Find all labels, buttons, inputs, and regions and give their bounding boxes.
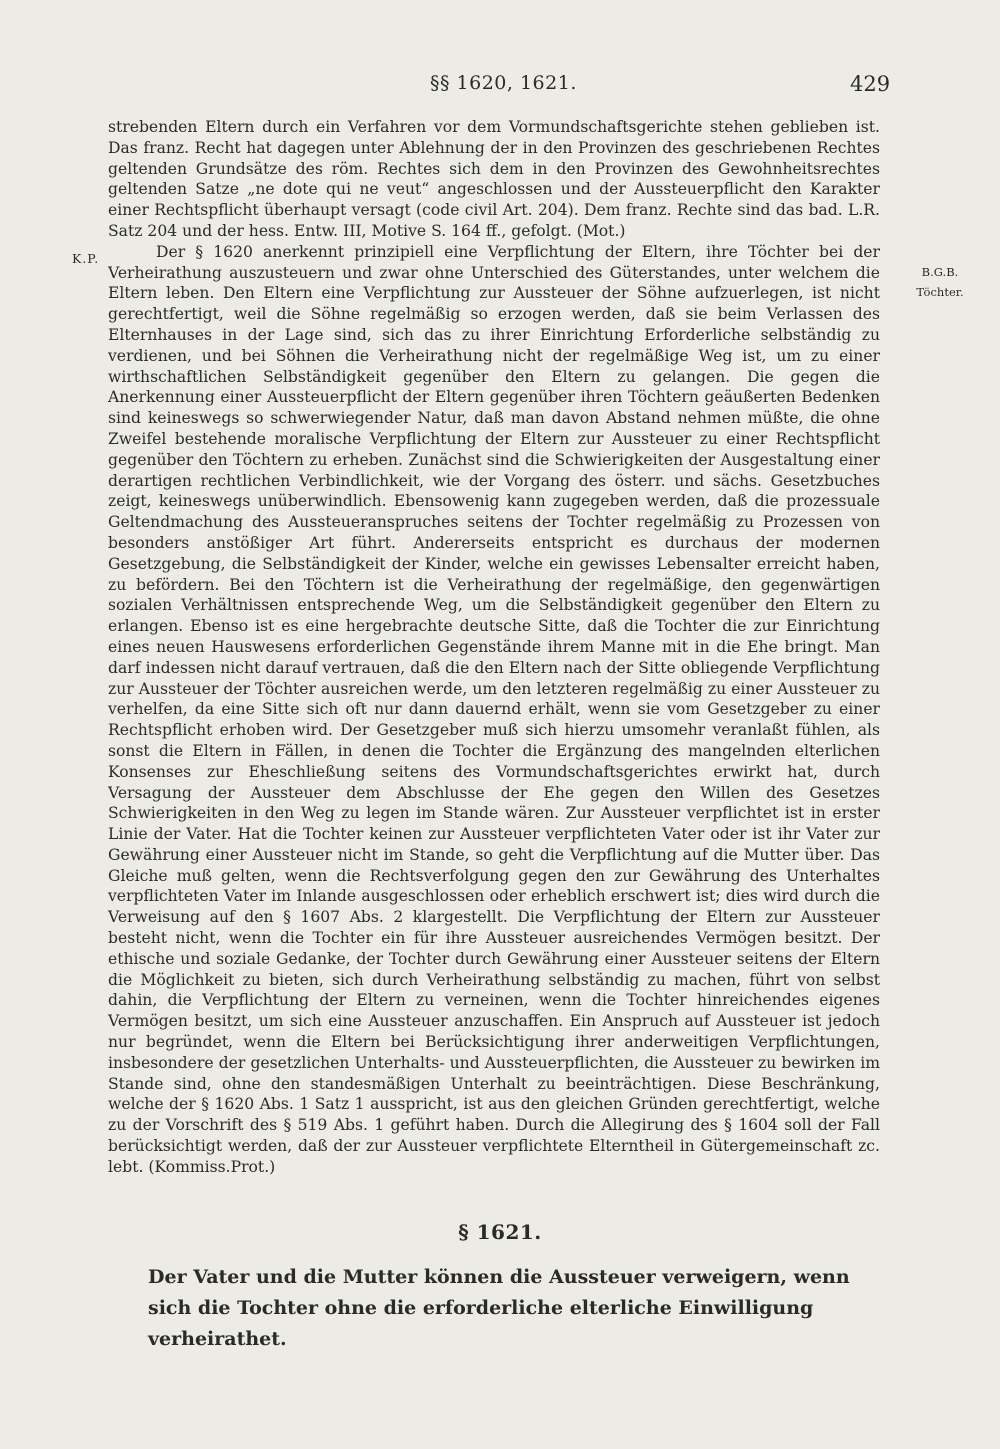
margin-note-right-line1: B.G.B. xyxy=(921,265,959,279)
page-number: 429 xyxy=(850,72,891,96)
commentary-text xyxy=(108,117,880,1178)
running-title: §§ 1620, 1621. xyxy=(430,72,577,94)
page-header xyxy=(0,72,1000,102)
statute-paragraph: Der Vater und die Mutter können die Aussteuer verweigern, wenn sich die Tochter ohne die erforderliche elterliche Einwilligung verheirathet. xyxy=(148,1266,850,1350)
paragraph-continued: strebenden Eltern durch ein Verfahren vor dem Vormundschaftsgerichte stehen geblieben ist. Das franz. Recht hat dagegen unter Ablehnung der in den Provinzen des geschriebenen Rechtes geltenden Grundsätze des röm. Rechtes sich dem in den Provinzen des Gewohnheitsrechtes geltenden Satze „ne dote qui ne veut“ angeschlossen und der Aussteuerpflicht den Karakter einer Rechtspflicht überhaupt versagt (code civil Art. 204). Dem franz. Rechte sind das bad. L.R. Satz 204 und der hess. Entw. III, Motive S. 164 ff., gefolgt. (Mot.) xyxy=(108,118,880,240)
paragraph-commentary: Der § 1620 anerkennt prinzipiell eine Verpflichtung der Eltern, ihre Töchter bei der Verheirathung auszusteuern und zwar ohne Unterschied des Güterstandes, unter welchem die Eltern leben. Den Eltern eine Verpflichtung zur Aussteuer der Söhne aufzuerlegen, ist nicht gerechtfertigt, weil die Söhne regelmäßig so erzogen werden, daß sie beim Verlassen des Elternhauses in der Lage sind, sich das zu ihrer Einrichtung Erforderliche selbständig zu verdienen, und bei Söhnen die Verheirathung nicht der regelmäßige Weg ist, um zu einer wirthschaftlichen Selbständigkeit gegenüber den Eltern zu gelangen. Die gegen die Anerkennung einer Aussteuerpflicht der Eltern gegenüber ihren Töchtern geäußerten Bedenken sind keineswegs so schwerwiegender Natur, daß man davon Abstand nehmen müßte, die ohne Zweifel bestehende moralische Verpflichtung der Eltern zur Aussteuer zu einer Rechtspflicht gegenüber den Töchtern zu erheben. Zunächst sind die Schwierigkeiten der Ausgestaltung einer derartigen rechtlichen Verbindlichkeit, wie der Vorgang des österr. und sächs. Gesetzbuches zeigt, keineswegs unüberwindlich. Ebensowenig kann zugegeben werden, daß die prozessuale Geltendmachung des Aussteueranspruches seitens der Tochter regelmäßig zu Prozessen von besonders anstößiger Art führt. Andererseits entspricht es durchaus der modernen Gesetzgebung, die Selbständigkeit der Kinder, welche ein gewisses Lebensalter erreicht haben, zu befördern. Bei den Töchtern ist die Verheirathung der regelmäßige, den gegenwärtigen sozialen Verhältnissen entsprechende Weg, um die Selbständigkeit gegenüber den Eltern zu erlangen. Ebenso ist es eine hergebrachte deutsche Sitte, daß die Tochter die zur Einrichtung eines neuen Hauswesens erforderlichen Gegenstände ihrem Manne mit in die Ehe bringt. Man darf indessen nicht darauf vertrauen, daß die den Eltern nach der Sitte obliegende Verpflichtung zur Aussteuer der Töchter ausreichen werde, um den letzteren regelmäßig zu einer Aussteuer zu verhelfen, da eine Sitte sich oft nur dann dauernd erhält, wenn sie vom Gesetzgeber zu einer Rechtspflicht erhoben wird. Der Gesetzgeber muß sich hierzu umsomehr veranlaßt fühlen, als sonst die Eltern in Fällen, in denen die Tochter die Ergänzung des mangelnden elterlichen Konsenses zur Eheschließung seitens des Vormundschaftsgerichtes erwirkt hat, durch Versagung der Aussteuer dem Abschlusse der Ehe gegen den Willen des Gesetzes Schwierigkeiten in den Weg zu legen im Stande wären. Zur Aussteuer verpflichtet ist in erster Linie der Vater. Hat die Tochter keinen zur Aussteuer verpflichteten Vater oder ist ihr Vater zur Gewährung einer Aussteuer nicht im Stande, so geht die Verpflichtung auf die Mutter über. Das Gleiche muß gelten, wenn die Rechtsverfolgung gegen den zur Gewährung des Unterhaltes verpflichteten Vater im Inlande ausgeschlossen oder erheblich erschwert ist; dies wird durch die Verweisung auf den § 1607 Abs. 2 klargestellt. Die Verpflichtung der Eltern zur Aussteuer besteht nicht, wenn die Tochter ein für ihre Aussteuer ausreichendes Vermögen besitzt. Der ethische und soziale Gedanke, der Tochter durch Gewährung einer Aussteuer seitens der Eltern die Möglichkeit zu bieten, sich durch Verheirathung selbständig zu machen, führt von selbst dahin, die Verpflichtung der Eltern zu verneinen, wenn die Tochter hinreichendes eigenes Vermögen besitzt, um sich eine Aussteuer anzuschaffen. Ein Anspruch auf Aussteuer ist jedoch nur begründet, wenn die Eltern bei Berücksichtigung ihrer anderweitigen Verpflichtungen, insbesondere der gesetzlichen Unterhalts- und Aussteuerpflichten, die Aussteuer zu bewirken im Stande sind, ohne den standesmäßigen Unterhalt zu beeinträchtigen. Diese Beschränkung, welche der § 1620 Abs. 1 Satz 1 ausspricht, ist aus den gleichen Gründen gerechtfertigt, welche zu der Vorschrift des § 519 Abs. 1 geführt haben. Durch die Allegirung des § 1604 soll der Fall berücksichtigt werden, daß der zur Aussteuer verpflichtete Elterntheil in Gütergemeinschaft zc. lebt. (Kommiss.Prot.) xyxy=(108,242,880,1176)
margin-note-right-line2: Töchter. xyxy=(916,285,964,299)
section-heading: § 1621. xyxy=(458,1220,542,1244)
margin-note-left: K.P. xyxy=(72,251,100,266)
margin-note-right xyxy=(908,262,972,302)
statute-text xyxy=(148,1262,868,1355)
